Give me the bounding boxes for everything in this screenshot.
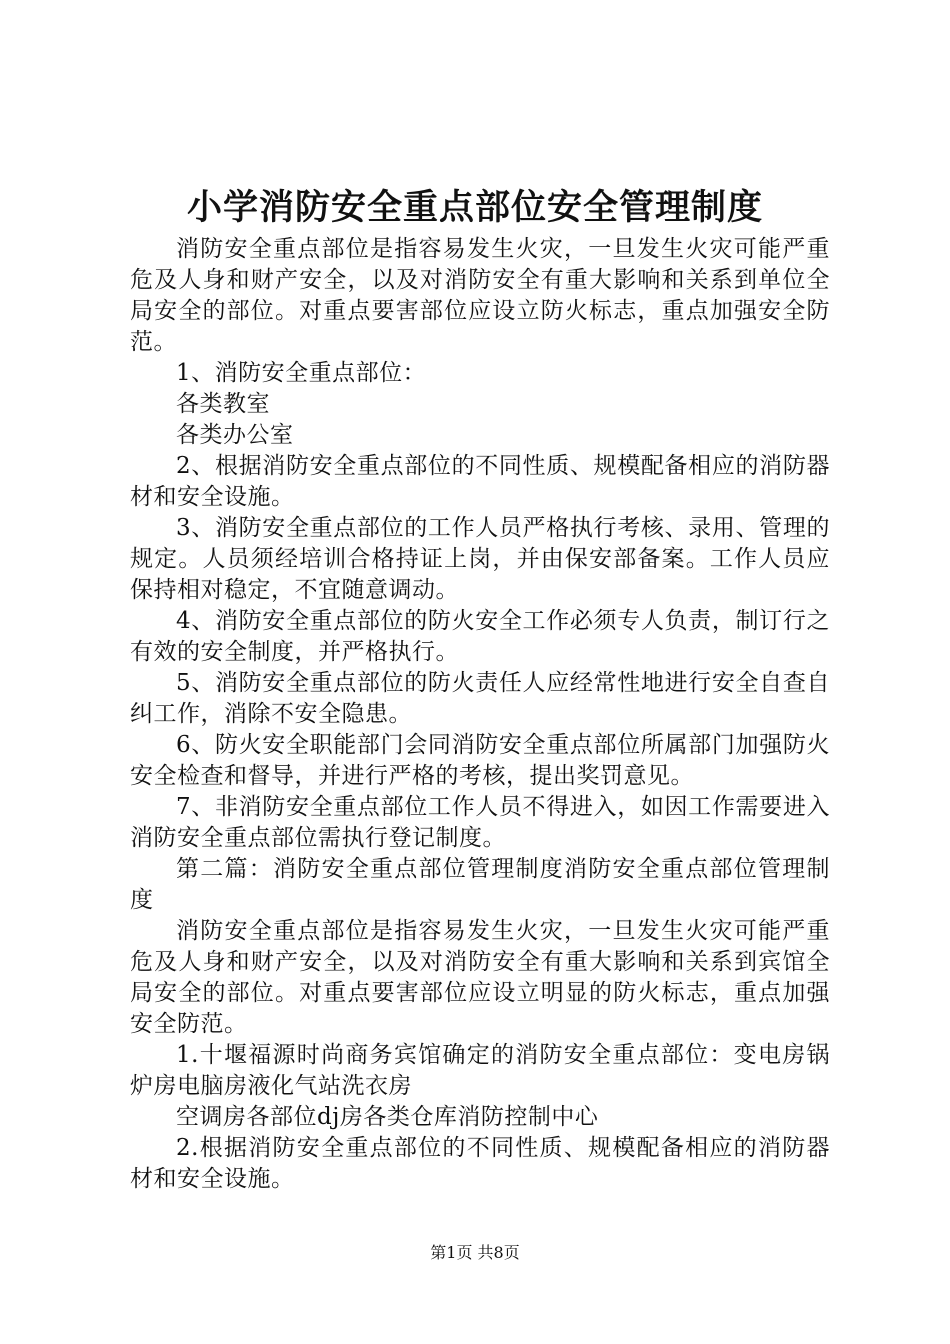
paragraph-intro: 消防安全重点部位是指容易发生火灾，一旦发生火灾可能严重危及人身和财产安全，以及对消防安全有重大影响和关系到单位全局安全的部位。对重点要害部位应设立防火标志，重点加强安全防范。: [130, 236, 830, 355]
paragraph-part-two-heading: 第二篇：消防安全重点部位管理制度消防安全重点部位管理制度: [130, 856, 830, 913]
document-title: 小学消防安全重点部位安全管理制度: [186, 187, 763, 228]
paragraph-item-4: 4、消防安全重点部位的防火安全工作必须专人负责，制订行之有效的安全制度，并严格执行。: [130, 608, 830, 665]
page-footer: 第1页 共8页: [430, 1243, 520, 1262]
paragraph-part-two-locations: 空调房各部位dj房各类仓库消防控制中心: [176, 1104, 599, 1130]
paragraph-item-5: 5、消防安全重点部位的防火责任人应经常性地进行安全自查自纠工作，消除不安全隐患。: [130, 670, 830, 727]
paragraph-part-two-intro: 消防安全重点部位是指容易发生火灾，一旦发生火灾可能严重危及人身和财产安全，以及对消防安全有重大影响和关系到宾馆全局安全的部位。对重点要害部位应设立明显的防火标志，重点加强安全防范。: [130, 918, 830, 1037]
paragraph-classrooms: 各类教室: [176, 391, 270, 417]
paragraph-item-7: 7、非消防安全重点部位工作人员不得进入，如因工作需要进入消防安全重点部位需执行登记制度。: [130, 794, 830, 851]
paragraph-item-6: 6、防火安全职能部门会同消防安全重点部位所属部门加强防火安全检查和督导，并进行严格的考核，提出奖罚意见。: [130, 732, 830, 789]
paragraph-offices: 各类办公室: [176, 422, 294, 448]
document-body: [130, 234, 830, 1195]
paragraph-part-two-item-1: 1.十堰福源时尚商务宾馆确定的消防安全重点部位：变电房锅炉房电脑房液化气站洗衣房: [130, 1042, 830, 1099]
paragraph-part-two-item-2: 2.根据消防安全重点部位的不同性质、规模配备相应的消防器材和安全设施。: [130, 1135, 830, 1192]
paragraph-item-3: 3、消防安全重点部位的工作人员严格执行考核、录用、管理的规定。人员须经培训合格持证上岗，并由保安部备案。工作人员应保持相对稳定，不宜随意调动。: [130, 515, 830, 603]
paragraph-item-1: 1、消防安全重点部位：: [176, 360, 427, 386]
paragraph-item-2: 2、根据消防安全重点部位的不同性质、规模配备相应的消防器材和安全设施。: [130, 453, 830, 510]
